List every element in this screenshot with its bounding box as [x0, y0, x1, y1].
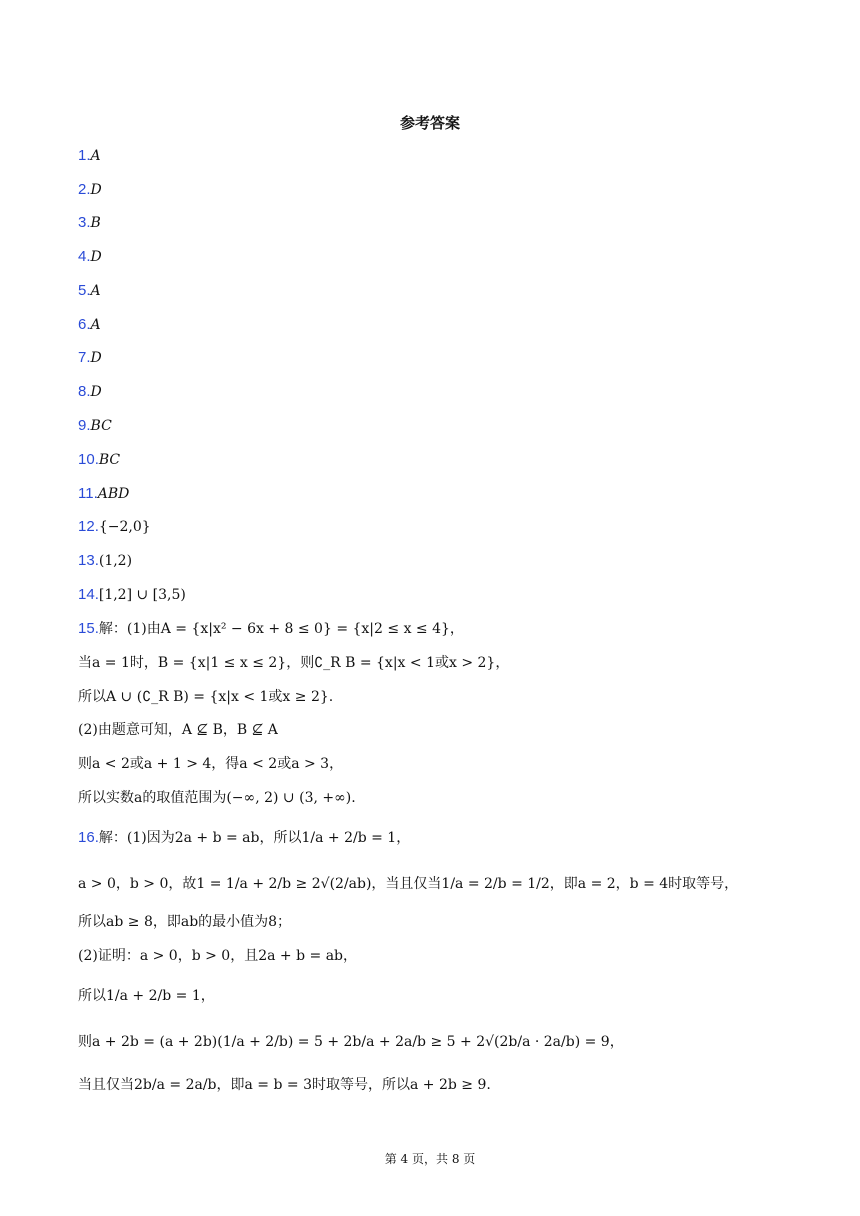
- question-number: 1: [78, 147, 87, 164]
- solution-16-line: 当且仅当2b/a = 2a/b，即a = b = 3时取等号，所以a + 2b ≥ 9.: [78, 1077, 491, 1093]
- answer-item: 6.A: [78, 316, 101, 333]
- answer-item: 9.BC: [78, 417, 112, 434]
- answer-text: A: [90, 317, 101, 333]
- solution-15-line: 所以实数a的取值范围为(−∞, 2) ∪ (3, +∞).: [78, 790, 356, 806]
- solution-15-line: 15.解：(1)由A = {x|x² − 6x + 8 ≤ 0} = {x|2 ≤ x ≤ 4}，: [78, 620, 464, 637]
- answer-text: BC: [90, 418, 112, 434]
- question-number: 14: [78, 586, 95, 603]
- question-number: 13: [78, 552, 95, 569]
- question-number: 11: [78, 485, 94, 502]
- page-title: 参考答案: [399, 114, 460, 132]
- question-number: 10: [78, 451, 95, 468]
- answer-item: 10.BC: [78, 451, 121, 468]
- solution-15-line: 当a = 1时，B = {x|1 ≤ x ≤ 2}，则∁_R B = {x|x < 1或x > 2}，: [78, 655, 510, 671]
- answer-text: {−2,0}: [98, 519, 151, 535]
- question-number: 9: [78, 417, 87, 434]
- answer-text: D: [90, 182, 102, 198]
- question-number: 3: [78, 214, 87, 231]
- answer-text: ABD: [97, 486, 130, 502]
- solution-15-line: 则a < 2或a + 1 > 4，得a < 2或a > 3，: [78, 756, 344, 772]
- answer-item: 4.D: [78, 248, 102, 265]
- answer-item: 3.B: [78, 214, 101, 231]
- question-number: 15: [78, 620, 95, 637]
- question-number: 8: [78, 383, 87, 400]
- answer-text: (1,2): [98, 553, 133, 569]
- answer-item: 14.[1,2] ∪ [3,5): [78, 586, 186, 603]
- solution-16-line: 16.解：(1)因为2a + b = ab，所以1/a + 2/b = 1，: [78, 829, 411, 846]
- answer-text: [1,2] ∪ [3,5): [98, 587, 186, 603]
- solution-16-line: 所以1/a + 2/b = 1，: [78, 988, 215, 1004]
- question-number: 12: [78, 518, 95, 535]
- solution-15-line: 所以A ∪ (∁_R B) = {x|x < 1或x ≥ 2}.: [78, 689, 334, 705]
- answer-text: D: [90, 249, 102, 265]
- question-number: 5: [78, 282, 87, 299]
- answer-text: D: [90, 350, 102, 366]
- answer-item: 1.A: [78, 147, 101, 164]
- solution-16-line: (2)证明：a > 0，b > 0，且2a + b = ab，: [78, 948, 358, 964]
- answer-item: 13.(1,2): [78, 552, 133, 569]
- answer-text: A: [90, 283, 101, 299]
- question-number: 16: [78, 829, 95, 846]
- solution-16-line: a > 0，b > 0，故1 = 1/a + 2/b ≥ 2√(2/ab)，当且仅当1/a = 2/b = 1/2，即a = 2，b = 4时取等号，: [78, 876, 739, 892]
- question-number: 7: [78, 349, 87, 366]
- question-number: 6: [78, 316, 87, 333]
- solution-16-line: 所以ab ≥ 8，即ab的最小值为8；: [78, 914, 292, 930]
- answer-item: 7.D: [78, 349, 102, 366]
- answer-item: 11.ABD: [78, 485, 130, 502]
- answer-text: BC: [98, 452, 121, 468]
- answer-item: 12.{−2,0}: [78, 518, 151, 535]
- answer-text: A: [90, 148, 101, 164]
- answer-text: D: [90, 384, 102, 400]
- solution-15-line: (2)由题意可知，A ⊈ B，B ⊈ A: [78, 722, 278, 738]
- answer-text: B: [90, 215, 101, 231]
- question-number: 2: [78, 181, 87, 198]
- answer-item: 5.A: [78, 282, 101, 299]
- question-number: 4: [78, 248, 87, 265]
- answer-item: 8.D: [78, 383, 102, 400]
- page-footer: 第 4 页，共 8 页: [384, 1152, 476, 1166]
- solution-16-line: 则a + 2b = (a + 2b)(1/a + 2/b) = 5 + 2b/a + 2a/b ≥ 5 + 2√(2b/a · 2a/b) = 9，: [78, 1034, 624, 1050]
- answer-item: 2.D: [78, 181, 102, 198]
